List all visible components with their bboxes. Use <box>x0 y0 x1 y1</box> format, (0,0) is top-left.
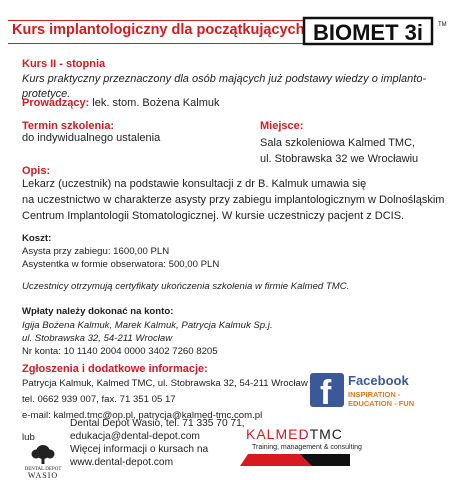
kalmed-name-dark: TMC <box>309 426 343 442</box>
bank-account-number: Nr konta: 10 1140 2004 0000 3402 7260 8205 <box>22 346 218 357</box>
facebook-icon <box>310 373 344 412</box>
registration-line: Patrycja Kalmuk, Kalmed TMC, ul. Stobrawska 32, 54-211 Wrocław <box>22 378 308 389</box>
kalmed-name-red: KALMED <box>246 426 310 442</box>
wasio-logo-line-1: DENTAL DEPOT <box>24 467 62 472</box>
tree-icon <box>32 445 55 464</box>
course-description: Kurs praktyczny przeznaczony dla osób mających już podstawy wiedzy o implanto-protetyce. <box>22 73 427 100</box>
biomet-3i-logo <box>300 14 452 48</box>
wasio-more-info: Więcej informacji o kursach na <box>70 444 209 455</box>
description-label: Opis: <box>22 165 51 177</box>
payment-label: Wpłaty należy dokonać na konto: <box>22 306 174 317</box>
wasio-contact <box>70 417 245 469</box>
date-value: do indywidualnego ustalenia <box>22 132 161 144</box>
description-line: Lekarz (uczestnik) na podstawie konsultacji z dr B. Kalmuk umawia się <box>22 178 367 190</box>
description-line: na uczestnictwo w charakterze asysty przy zabiegu implantologicznym w Dolnośląskim <box>22 194 445 206</box>
payment-line: ul. Stobrawska 32, 54-211 Wrocław <box>22 333 173 344</box>
payment-line: Igija Bożena Kalmuk, Marek Kalmuk, Patrycja Kalmuk Sp.j. <box>22 320 273 331</box>
registration-email[interactable]: e-mail: kalmed.tmc@op.pl, patrycja@kalmed-tmc.com.pl <box>22 410 263 421</box>
wasio-email[interactable]: edukacja@dental-depot.com <box>70 431 200 442</box>
registration-phone: tel. 0662 939 007, fax. 71 351 05 17 <box>22 394 176 405</box>
facebook-icon-letter: f <box>320 374 332 412</box>
registration-label: Zgłoszenia i dodatkowe informacje: <box>22 363 208 375</box>
kalmed-tagline: Training, management & consulting <box>252 444 362 451</box>
place-address-line-1: Sala szkoleniowa Kalmed TMC, <box>260 137 416 149</box>
description-line: Centrum Implantologii Stomatologicznej. W kursie uczestniczy pacjent z DCIS. <box>22 210 405 222</box>
instructor-row <box>22 96 219 111</box>
facebook-tagline <box>348 390 438 408</box>
cost-label: Koszt: <box>22 233 52 244</box>
facebook-badge[interactable] <box>310 373 434 411</box>
instructor-label: Prowadzący: <box>22 97 90 109</box>
course-level-heading: Kurs II - stopnia <box>22 58 106 70</box>
dental-depot-wasio-logo <box>20 445 66 479</box>
wasio-website-link[interactable]: www.dental-depot.com <box>70 457 174 468</box>
cost-line: Asysta przy zabiegu: 1600,00 PLN <box>22 246 170 257</box>
instructor-value: lek. stom. Bożena Kalmuk <box>89 97 220 109</box>
kalmed-tmc-logo <box>246 426 343 442</box>
date-label: Termin szkolenia: <box>22 120 115 132</box>
wasio-phone: Dental Depot Wasio, tel. 71 335 70 71, <box>70 418 245 429</box>
place-address-line-2: ul. Stobrawska 32 we Wrocławiu <box>260 153 419 165</box>
facebook-label: Facebook <box>348 373 409 388</box>
page-title: Kurs implantologiczny dla początkujących <box>12 22 305 38</box>
place-label: Miejsce: <box>260 120 304 132</box>
facebook-tagline-2: EDUCATION - FUN <box>348 399 415 408</box>
certificate-note: Uczestnicy otrzymują certyfikaty ukończenia szkolenia w firmie Kalmed TMC. <box>22 281 350 292</box>
wasio-logo-line-2: WASIO <box>27 471 59 479</box>
cost-line: Asystentka w formie obserwatora: 500,00 PLN <box>22 259 220 270</box>
facebook-tagline-1: INSPIRATION - <box>348 390 401 399</box>
biomet-logo-text: BIOMET 3i <box>312 20 424 45</box>
biomet-logo-tm: TM <box>438 22 447 28</box>
or-label: lub <box>22 432 35 443</box>
